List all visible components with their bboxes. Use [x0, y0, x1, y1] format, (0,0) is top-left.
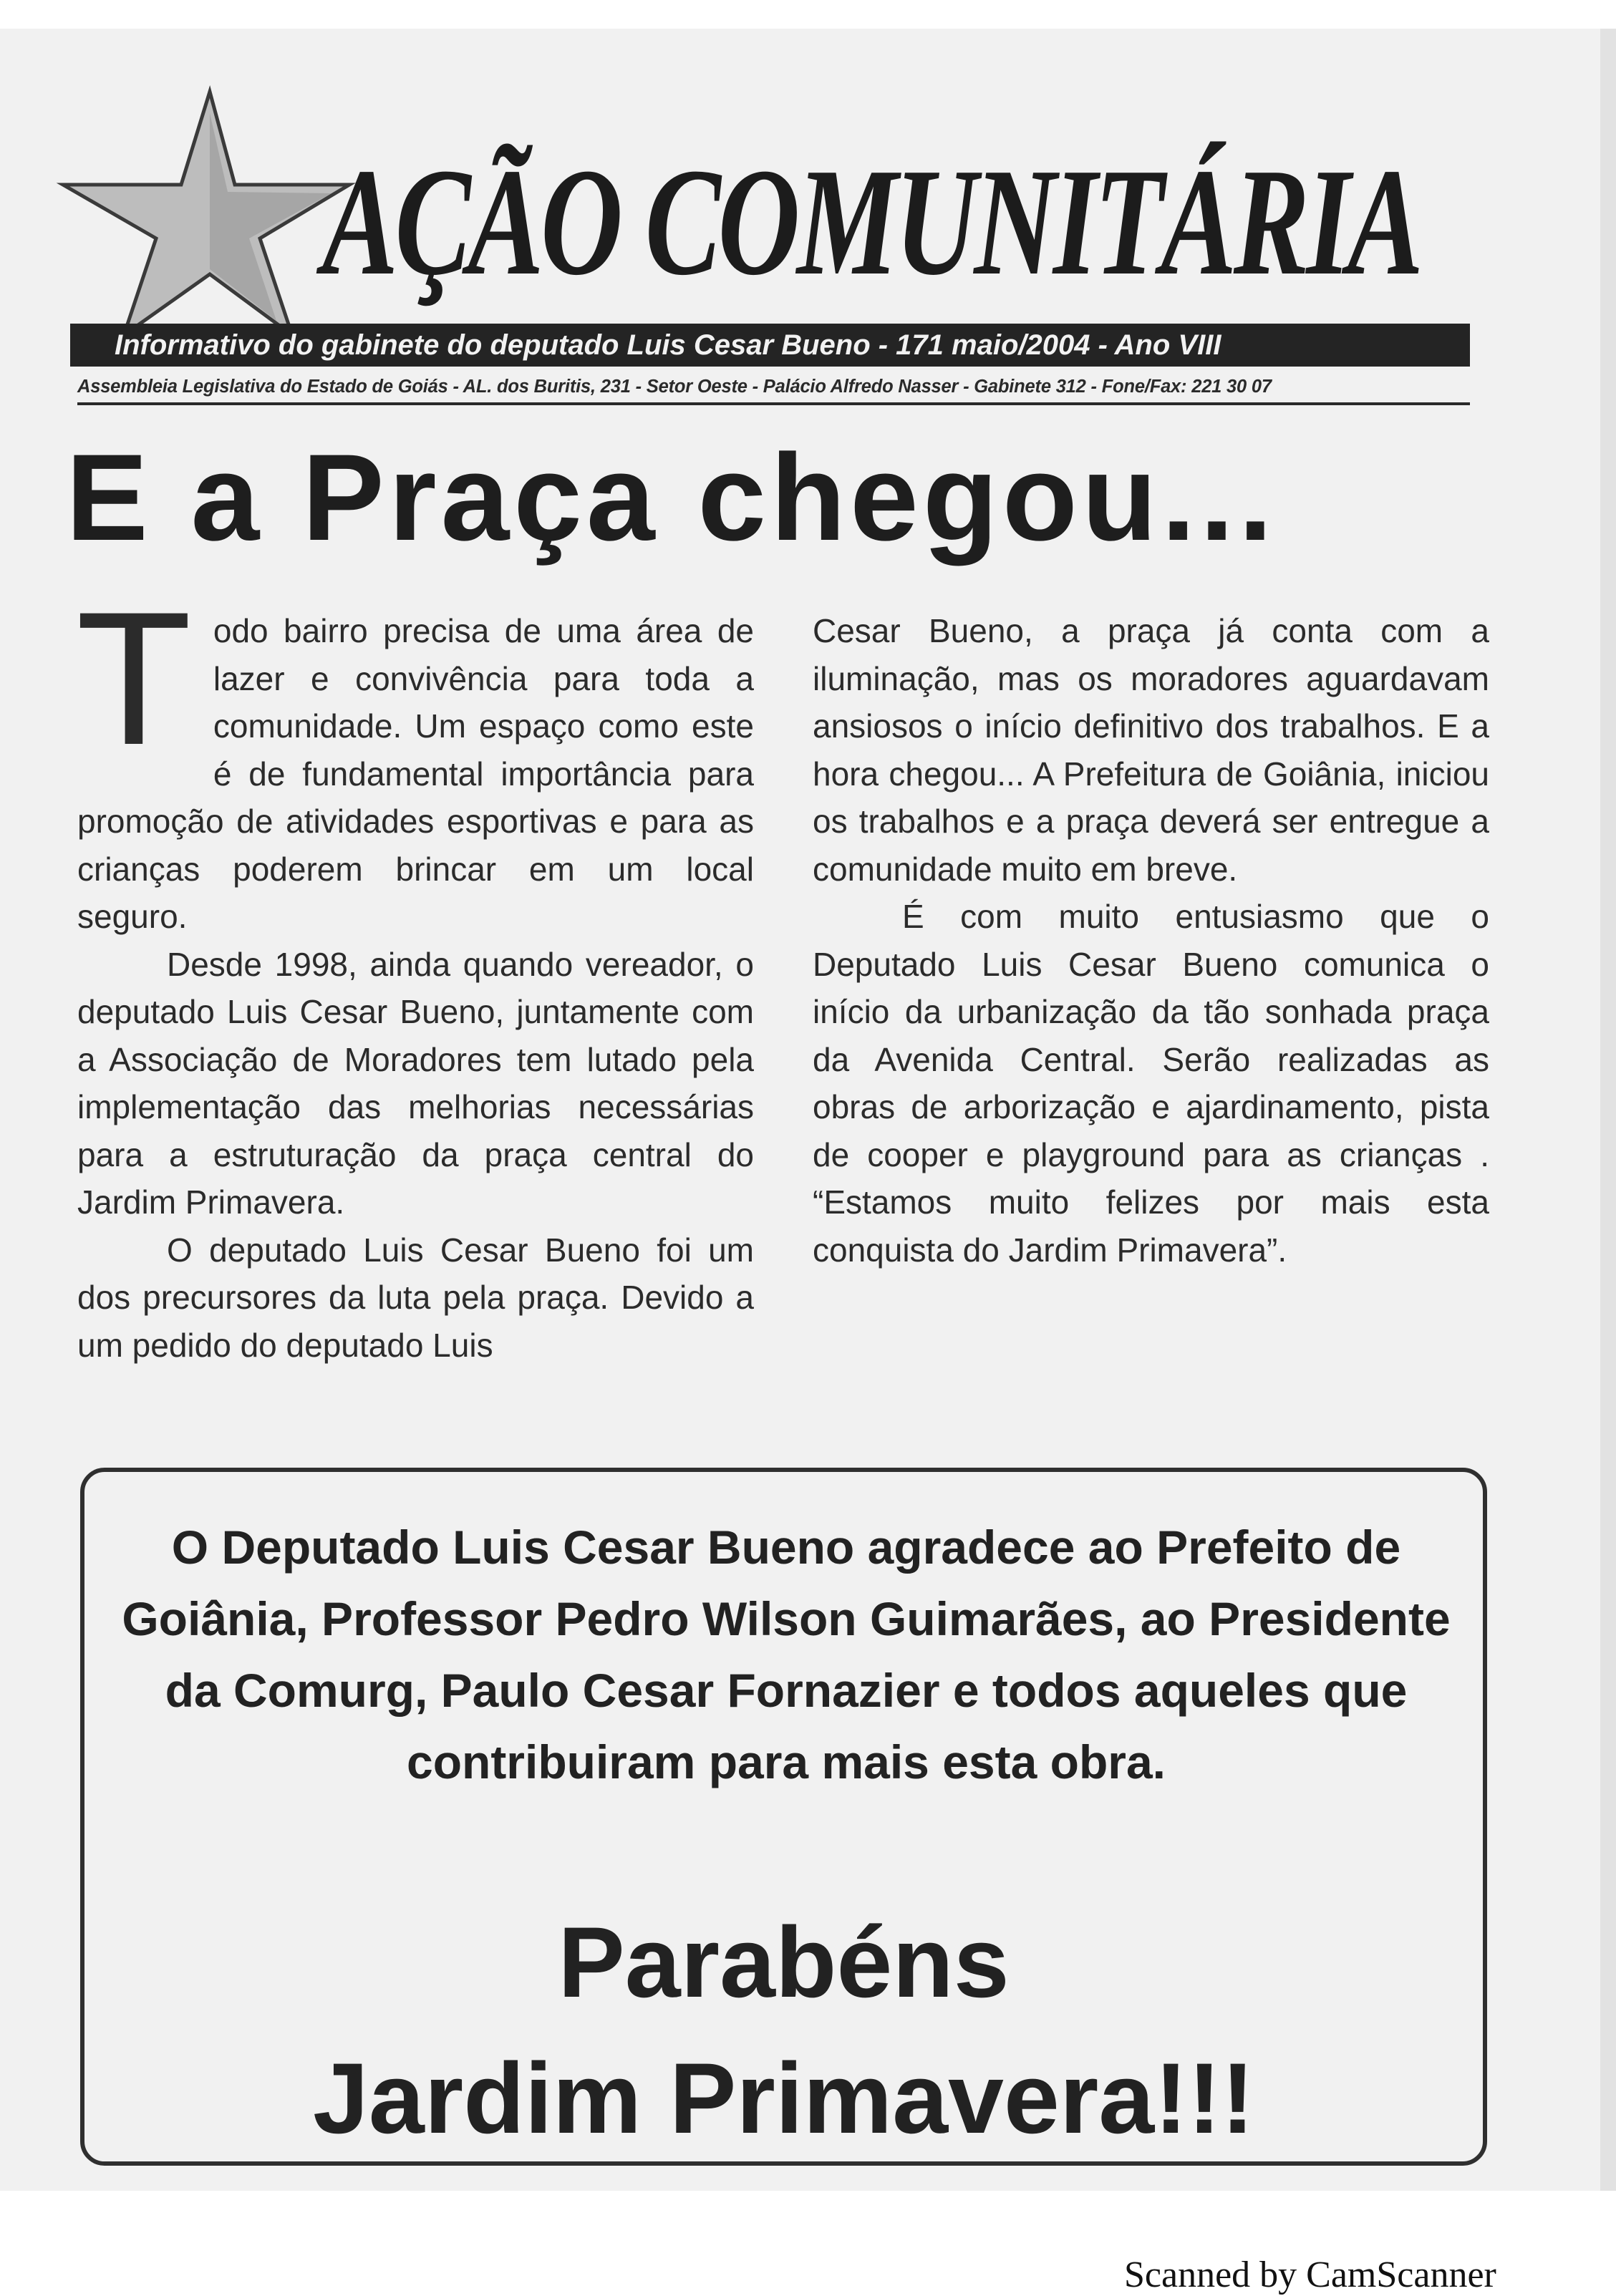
congrats-line: Parabéns — [558, 1906, 1010, 2018]
congrats-text — [84, 1894, 1483, 2166]
article-paragraph: É com muito entusiasmo que o Deputado Luis Cesar Bueno comunica o início da urbanização da tão sonhada praça da Avenida Central. Serão realizadas as obras de arborização e ajardinamento, pista de cooper e playground para as crianças . “Estamos muito felizes por mais esta conquista do Jardim Primavera”. — [813, 898, 1489, 1269]
thanks-text: O Deputado Luis Cesar Bueno agradece ao Prefeito de Goiânia, Professor Pedro Wilson Guimarães, ao Presidente da Comurg, Paulo Cesar Fornazier e todos aqueles que contribuiram para mais esta obra. — [122, 1521, 1451, 1788]
dropcap: T — [76, 573, 192, 785]
masthead-subtitle: Informativo do gabinete do deputado Luis Cesar Bueno - 171 maio/2004 - Ano VIII — [115, 329, 1221, 361]
article-paragraph — [76, 573, 754, 941]
masthead-title: AÇÃO COMUNITÁRIA — [322, 136, 1421, 307]
congrats-line: Jardim Primavera!!! — [312, 2042, 1255, 2154]
address-line: Assembleia Legislativa do Estado de Goiás - AL. dos Buritis, 231 - Setor Oeste - Palácio Alfredo Nasser - Gabinete 312 - Fone/Fax: 221 30 07 — [77, 377, 1272, 397]
scan-edge — [1600, 29, 1616, 2191]
article-paragraph: O deputado Luis Cesar Bueno foi um dos precursores da luta pela praça. Devido a um pedido do deputado Luis — [77, 1231, 754, 1364]
article-paragraph: Cesar Bueno, a praça já conta com a iluminação, mas os moradores aguardavam ansiosos o início definitivo dos trabalhos. E a hora chegou... A Prefeitura de Goiânia, iniciou os trabalhos e a praça deverá ser entregue a comunidade muito em breve. — [813, 612, 1489, 888]
article-column-left — [76, 573, 754, 1369]
article-column-right — [813, 607, 1489, 1274]
scanner-watermark: Scanned by CamScanner — [1124, 2254, 1496, 2295]
article-paragraph: Desde 1998, ainda quando vereador, o deputado Luis Cesar Bueno, juntamente com a Associação de Moradores tem lutado pela implementação das melhorias necessárias para a estruturação da praça central do Jardim Primavera. — [77, 945, 754, 1221]
headline: E a Praça chegou... — [66, 429, 1277, 566]
star-icon — [56, 84, 357, 342]
masthead-bar — [70, 324, 1470, 367]
paragraph-text: odo bairro precisa de uma área de lazer e convivência para toda a comunidade. Um espaço como este é de fundamental importância para promoção de atividades esportivas e para as crianças poderem brincar em um local seguro. — [77, 612, 754, 935]
thanks-box — [80, 1468, 1487, 2166]
divider — [77, 402, 1470, 405]
